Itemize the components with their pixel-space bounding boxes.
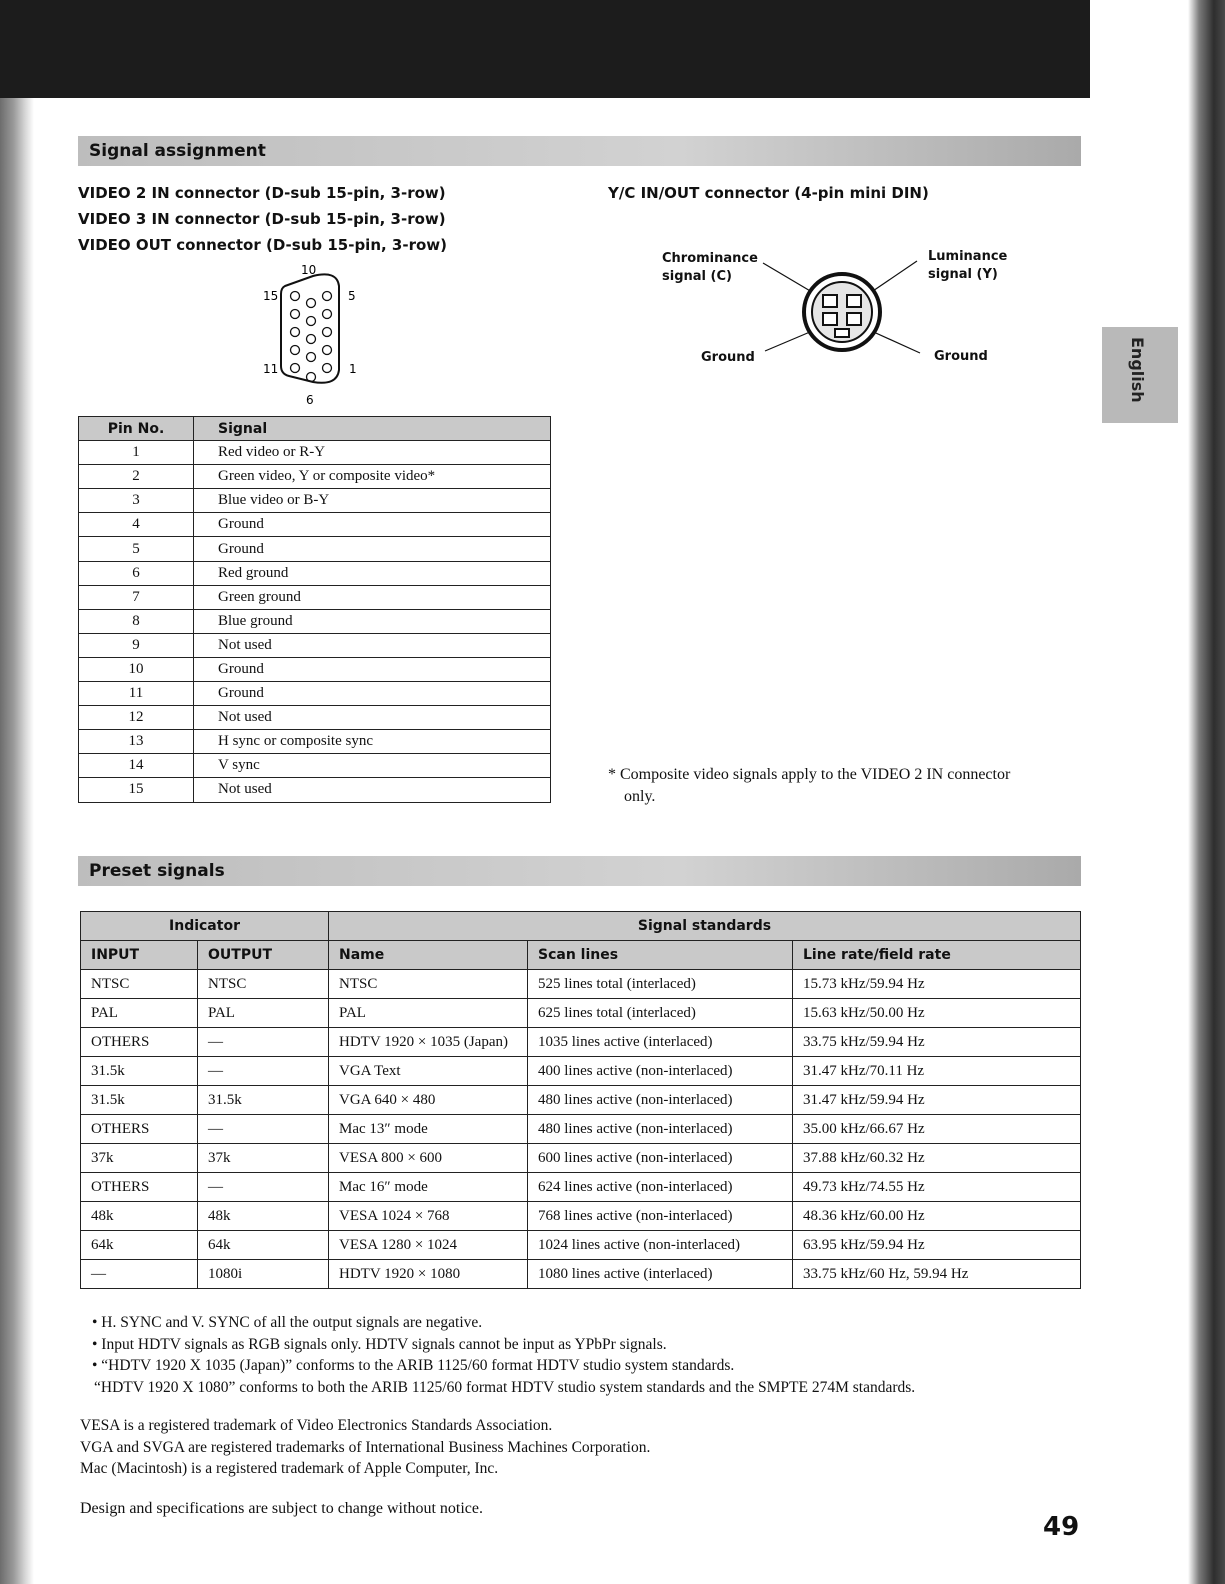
output-cell: 31.5k [198, 1086, 329, 1115]
input-cell: PAL [81, 999, 198, 1028]
output-cell: — [198, 1028, 329, 1057]
table-row [81, 1173, 1081, 1202]
pin-table-header-row [79, 417, 551, 441]
input-cell: OTHERS [81, 1115, 198, 1144]
name-cell: PAL [329, 999, 528, 1028]
header-bar [0, 0, 1090, 98]
pin-number: 7 [79, 585, 194, 609]
scan-lines-cell: 624 lines active (non-interlaced) [528, 1173, 793, 1202]
preset-group-header-row [81, 912, 1081, 941]
name-cell: Mac 16″ mode [329, 1173, 528, 1202]
pin-number: 3 [79, 489, 194, 513]
pin-number: 8 [79, 609, 194, 633]
scan-lines-cell: 625 lines total (interlaced) [528, 999, 793, 1028]
table-row [79, 489, 551, 513]
output-cell: 64k [198, 1231, 329, 1260]
scan-lines-column-header: Scan lines [528, 941, 793, 970]
output-cell: — [198, 1115, 329, 1144]
preset-signals-heading: Preset signals [89, 861, 225, 881]
input-cell: NTSC [81, 970, 198, 999]
scan-lines-cell: 1035 lines active (interlaced) [528, 1028, 793, 1057]
table-row [79, 682, 551, 706]
name-cell: NTSC [329, 970, 528, 999]
table-row [79, 441, 551, 465]
dsub-label-5: 5 [348, 289, 356, 303]
line-rate-cell: 48.36 kHz/60.00 Hz [793, 1202, 1081, 1231]
pin-signal: Ground [194, 657, 551, 681]
input-column-header: INPUT [81, 941, 198, 970]
signal-header: Signal [194, 417, 551, 441]
pin-signal: Not used [194, 633, 551, 657]
pin-signal: Blue ground [194, 609, 551, 633]
input-cell: 31.5k [81, 1086, 198, 1115]
table-row [79, 706, 551, 730]
language-tab [1102, 327, 1178, 423]
connector-title-video3: VIDEO 3 IN connector (D-sub 15-pin, 3-row) [78, 210, 446, 228]
name-cell: VGA Text [329, 1057, 528, 1086]
scan-lines-cell: 1080 lines active (interlaced) [528, 1260, 793, 1289]
output-column-header: OUTPUT [198, 941, 329, 970]
line-rate-cell: 15.73 kHz/59.94 Hz [793, 970, 1081, 999]
table-row [81, 1057, 1081, 1086]
language-tab-label: English [1128, 337, 1147, 403]
table-row [79, 465, 551, 489]
dsub-label-6: 6 [306, 393, 314, 407]
notes-list [80, 1312, 1160, 1398]
name-column-header: Name [329, 941, 528, 970]
table-row [81, 970, 1081, 999]
scan-lines-cell: 400 lines active (non-interlaced) [528, 1057, 793, 1086]
dsub-15-pin-diagram [255, 258, 365, 410]
line-rate-cell: 35.00 kHz/66.67 Hz [793, 1115, 1081, 1144]
input-cell: OTHERS [81, 1028, 198, 1057]
pin-assignment-table [78, 416, 551, 803]
design-notice: Design and specifications are subject to change without notice. [80, 1500, 483, 1517]
line-rate-cell: 33.75 kHz/60 Hz, 59.94 Hz [793, 1260, 1081, 1289]
pin-signal: Red ground [194, 561, 551, 585]
pin-number: 11 [79, 682, 194, 706]
table-row [81, 1202, 1081, 1231]
pin-number: 5 [79, 537, 194, 561]
preset-signals-heading-bar [78, 856, 1081, 886]
dsub-label-10: 10 [301, 263, 317, 277]
table-row [81, 1115, 1081, 1144]
indicator-group-header: Indicator [81, 912, 329, 941]
table-row [79, 754, 551, 778]
scan-lines-cell: 768 lines active (non-interlaced) [528, 1202, 793, 1231]
pin-signal: Green ground [194, 585, 551, 609]
pin-signal: Not used [194, 778, 551, 802]
pin-signal: Blue video or B-Y [194, 489, 551, 513]
name-cell: VESA 1280 × 1024 [329, 1231, 528, 1260]
name-cell: VESA 800 × 600 [329, 1144, 528, 1173]
name-cell: VESA 1024 × 768 [329, 1202, 528, 1231]
composite-footnote-line2: only. [624, 788, 656, 805]
connector-title-video-out: VIDEO OUT connector (D-sub 15-pin, 3-row) [78, 236, 447, 254]
line-rate-cell: 49.73 kHz/74.55 Hz [793, 1173, 1081, 1202]
yc-connector-title: Y/C IN/OUT connector (4-pin mini DIN) [608, 184, 929, 202]
connector-title-video2: VIDEO 2 IN connector (D-sub 15-pin, 3-row) [78, 184, 446, 202]
composite-footnote-line1: * Composite video signals apply to the VIDEO 2 IN connector [608, 766, 1011, 783]
line-rate-cell: 33.75 kHz/59.94 Hz [793, 1028, 1081, 1057]
input-cell: 64k [81, 1231, 198, 1260]
table-row [79, 778, 551, 802]
chrominance-label-line2: signal (C) [662, 269, 732, 284]
name-cell: Mac 13″ mode [329, 1115, 528, 1144]
ground-label-right: Ground [934, 349, 988, 364]
pin-signal: Ground [194, 682, 551, 706]
pin-number-header: Pin No. [79, 417, 194, 441]
luminance-label-line2: signal (Y) [928, 267, 998, 282]
line-rate-cell: 15.63 kHz/50.00 Hz [793, 999, 1081, 1028]
table-row [81, 1144, 1081, 1173]
dsub-pins [291, 292, 332, 382]
output-cell: NTSC [198, 970, 329, 999]
output-cell: 37k [198, 1144, 329, 1173]
output-cell: PAL [198, 999, 329, 1028]
pin-signal: Ground [194, 513, 551, 537]
table-row [79, 585, 551, 609]
scan-lines-cell: 600 lines active (non-interlaced) [528, 1144, 793, 1173]
note-item-continuation: “HDTV 1920 X 1080” conforms to both the ARIB 1125/60 format HDTV studio system standards and the SMPTE 274M standards. [94, 1378, 916, 1396]
line-rate-cell: 31.47 kHz/70.11 Hz [793, 1057, 1081, 1086]
pin-signal: V sync [194, 754, 551, 778]
page-binding-edge-right [1188, 0, 1225, 1584]
table-row [81, 1260, 1081, 1289]
pin-number: 6 [79, 561, 194, 585]
input-cell: 31.5k [81, 1057, 198, 1086]
trademark-line: Mac (Macintosh) is a registered trademark of Apple Computer, Inc. [80, 1460, 499, 1477]
table-row [79, 730, 551, 754]
output-cell: — [198, 1173, 329, 1202]
line-rate-cell: 31.47 kHz/59.94 Hz [793, 1086, 1081, 1115]
table-row [81, 1086, 1081, 1115]
pin-signal: H sync or composite sync [194, 730, 551, 754]
line-rate-column-header: Line rate/field rate [793, 941, 1081, 970]
line-rate-cell: 37.88 kHz/60.32 Hz [793, 1144, 1081, 1173]
table-row [79, 561, 551, 585]
preset-column-header-row [81, 941, 1081, 970]
scan-lines-cell: 525 lines total (interlaced) [528, 970, 793, 999]
table-row [81, 999, 1081, 1028]
pin-signal: Not used [194, 706, 551, 730]
table-row [79, 633, 551, 657]
table-row [79, 609, 551, 633]
note-item: • Input HDTV signals as RGB signals only. HDTV signals cannot be input as YPbPr signals. [92, 1335, 667, 1353]
table-row [79, 513, 551, 537]
table-row [81, 1231, 1081, 1260]
table-row [81, 1028, 1081, 1057]
pin-number: 4 [79, 513, 194, 537]
trademark-line: VESA is a registered trademark of Video Electronics Standards Association. [80, 1417, 553, 1434]
pin-number: 9 [79, 633, 194, 657]
trademark-line: VGA and SVGA are registered trademarks of International Business Machines Corporation. [80, 1438, 651, 1456]
luminance-label-line1: Luminance [928, 249, 1008, 264]
pin-signal: Red video or R-Y [194, 441, 551, 465]
input-cell: 37k [81, 1144, 198, 1173]
table-row [79, 657, 551, 681]
chrominance-label-line1: Chrominance [662, 251, 758, 266]
pin-number: 10 [79, 657, 194, 681]
pin-number: 12 [79, 706, 194, 730]
input-cell: OTHERS [81, 1173, 198, 1202]
scan-lines-cell: 1024 lines active (non-interlaced) [528, 1231, 793, 1260]
signal-assignment-heading: Signal assignment [89, 141, 266, 161]
pin-signal: Green video, Y or composite video* [194, 465, 551, 489]
note-item: • H. SYNC and V. SYNC of all the output signals are negative. [92, 1314, 483, 1331]
output-cell: 48k [198, 1202, 329, 1231]
note-item: • “HDTV 1920 X 1035 (Japan)” conforms to the ARIB 1125/60 format HDTV studio system standards. [92, 1357, 735, 1374]
page-number: 49 [1043, 1512, 1080, 1542]
mini-din-4-pin-diagram [755, 255, 925, 355]
pin-number: 13 [79, 730, 194, 754]
ground-label-left: Ground [701, 350, 755, 365]
name-cell: HDTV 1920 × 1080 [329, 1260, 528, 1289]
pin-number: 2 [79, 465, 194, 489]
preset-signals-table [80, 911, 1081, 1289]
dsub-label-15: 15 [263, 289, 279, 303]
page-binding-edge-left [0, 0, 34, 1584]
line-rate-cell: 63.95 kHz/59.94 Hz [793, 1231, 1081, 1260]
signal-assignment-heading-bar [78, 136, 1081, 166]
pin-signal: Ground [194, 537, 551, 561]
name-cell: VGA 640 × 480 [329, 1086, 528, 1115]
output-cell: — [198, 1057, 329, 1086]
input-cell: — [81, 1260, 198, 1289]
output-cell: 1080i [198, 1260, 329, 1289]
pin-number: 1 [79, 441, 194, 465]
trademark-notices [80, 1415, 650, 1480]
scan-lines-cell: 480 lines active (non-interlaced) [528, 1115, 793, 1144]
dsub-label-1: 1 [349, 362, 357, 376]
signal-standards-group-header: Signal standards [329, 912, 1081, 941]
pin-number: 14 [79, 754, 194, 778]
table-row [79, 537, 551, 561]
input-cell: 48k [81, 1202, 198, 1231]
scan-lines-cell: 480 lines active (non-interlaced) [528, 1086, 793, 1115]
name-cell: HDTV 1920 × 1035 (Japan) [329, 1028, 528, 1057]
dsub-label-11: 11 [263, 362, 279, 376]
pin-number: 15 [79, 778, 194, 802]
